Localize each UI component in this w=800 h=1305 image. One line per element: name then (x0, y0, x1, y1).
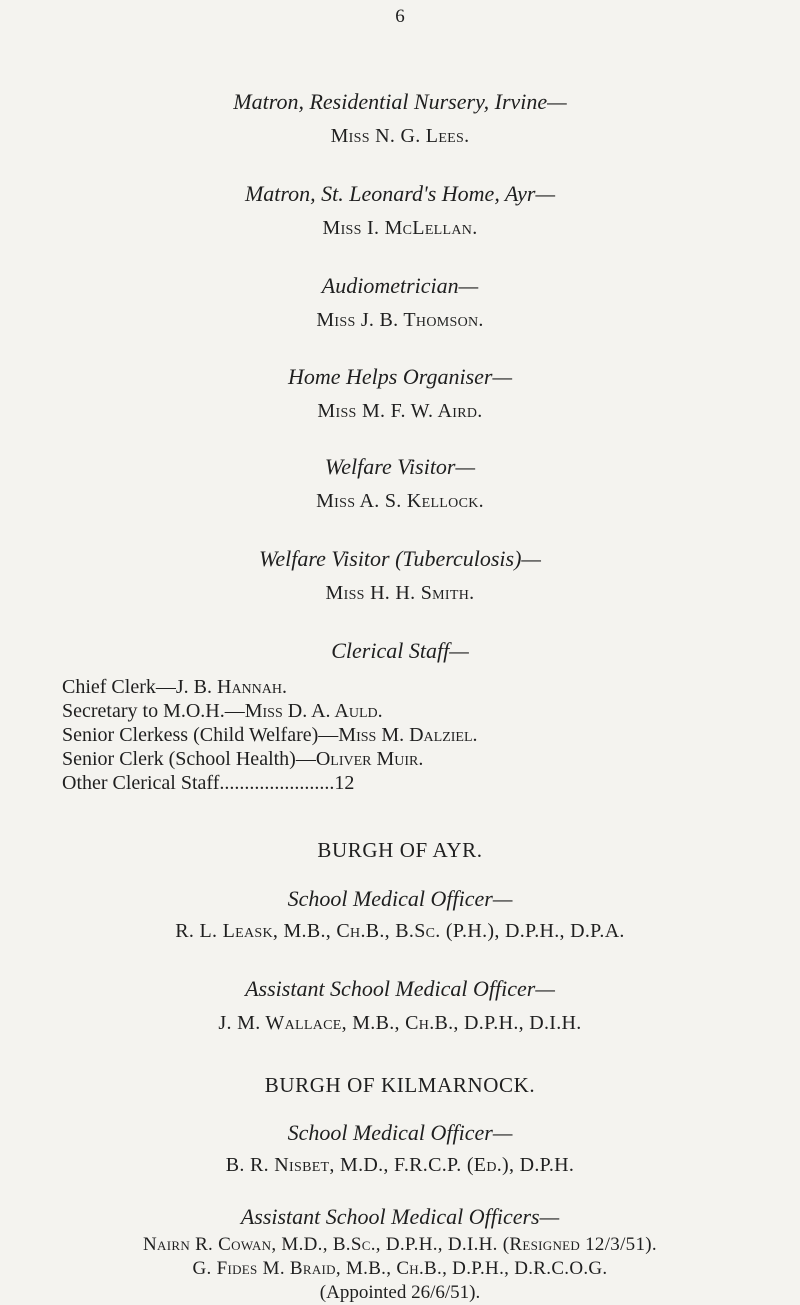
appointment-note: (Appointed 26/6/51). (319, 1282, 481, 1303)
clerical-label: Secretary to M.O.H.— (62, 700, 245, 722)
entry-title: Assistant School Medical Officers— (240, 1204, 560, 1229)
clerical-label: Senior Clerk (School Health)— (62, 748, 316, 770)
entry-title: Audiometrician— (321, 273, 479, 298)
entry-matron-ayr (0, 180, 800, 242)
entry-name: Miss M. F. W. Aird. (317, 400, 483, 422)
clerical-heading-block (0, 637, 800, 665)
clerical-list (62, 675, 782, 795)
entry-name: Miss J. B. Thomson. (316, 309, 484, 331)
entry-matron-irvine (0, 88, 800, 150)
entry-title: Matron, Residential Nursery, Irvine— (233, 89, 567, 114)
burgh-kilmarnock-section (0, 1071, 800, 1099)
entry-title: Matron, St. Leonard's Home, Ayr— (244, 181, 556, 206)
clerical-label: Chief Clerk— (62, 676, 176, 698)
entry-welfare-visitor (0, 453, 800, 515)
clerical-label: Other Clerical Staff....................... (62, 772, 335, 794)
entry-name: G. Fides M. Braid, M.B., Ch.B., D.P.H., D.R.C.O.G. (192, 1258, 608, 1279)
entry-name: R. L. Leask, M.B., Ch.B., B.Sc. (P.H.), D.P.H., D.P.A. (175, 920, 625, 942)
clerical-line (62, 771, 782, 795)
burgh-ayr-smo (0, 885, 800, 945)
clerical-count: 12 (334, 772, 355, 794)
clerical-line (62, 699, 782, 723)
clerical-name: Miss M. Dalziel. (338, 724, 478, 746)
clerical-name: Oliver Muir. (315, 748, 424, 770)
clerical-name: Miss D. A. Auld. (244, 700, 383, 722)
page-number: 6 (395, 6, 405, 27)
entry-name: J. M. Wallace, M.B., Ch.B., D.P.H., D.I.H. (218, 1012, 582, 1034)
entry-name: B. R. Nisbet, M.D., F.R.C.P. (Ed.), D.P.H. (225, 1154, 575, 1176)
entry-name: Miss H. H. Smith. (325, 582, 475, 604)
section-title: BURGH OF AYR. (317, 838, 483, 862)
clerical-line (62, 747, 782, 771)
burgh-kilmarnock-asmo (0, 1203, 800, 1305)
clerical-heading: Clerical Staff— (331, 638, 469, 663)
entry-title: Assistant School Medical Officer— (245, 976, 555, 1001)
entry-title: Welfare Visitor— (324, 454, 476, 479)
section-title: BURGH OF KILMARNOCK. (264, 1073, 536, 1097)
entry-name: Miss N. G. Lees. (330, 125, 470, 147)
clerical-line (62, 723, 782, 747)
entry-title: School Medical Officer— (287, 1120, 513, 1145)
burgh-ayr-asmo (0, 975, 800, 1037)
entry-home-helps (0, 363, 800, 425)
clerical-name: J. B. Hannah. (175, 676, 287, 698)
entry-name: Miss I. McLellan. (322, 217, 478, 239)
entry-title: Home Helps Organiser— (287, 364, 513, 389)
clerical-line (62, 675, 782, 699)
entry-welfare-visitor-tb (0, 545, 800, 607)
entry-name: Nairn R. Cowan, M.D., B.Sc., D.P.H., D.I.H. (Resigned 12/3/51). (143, 1234, 657, 1255)
entry-title: School Medical Officer— (287, 886, 513, 911)
entry-name: Miss A. S. Kellock. (316, 490, 484, 512)
burgh-kilmarnock-smo (0, 1119, 800, 1179)
burgh-ayr-section (0, 836, 800, 864)
clerical-label: Senior Clerkess (Child Welfare)— (62, 724, 339, 746)
entry-audiometrician (0, 272, 800, 334)
entry-title: Welfare Visitor (Tuberculosis)— (259, 546, 541, 571)
